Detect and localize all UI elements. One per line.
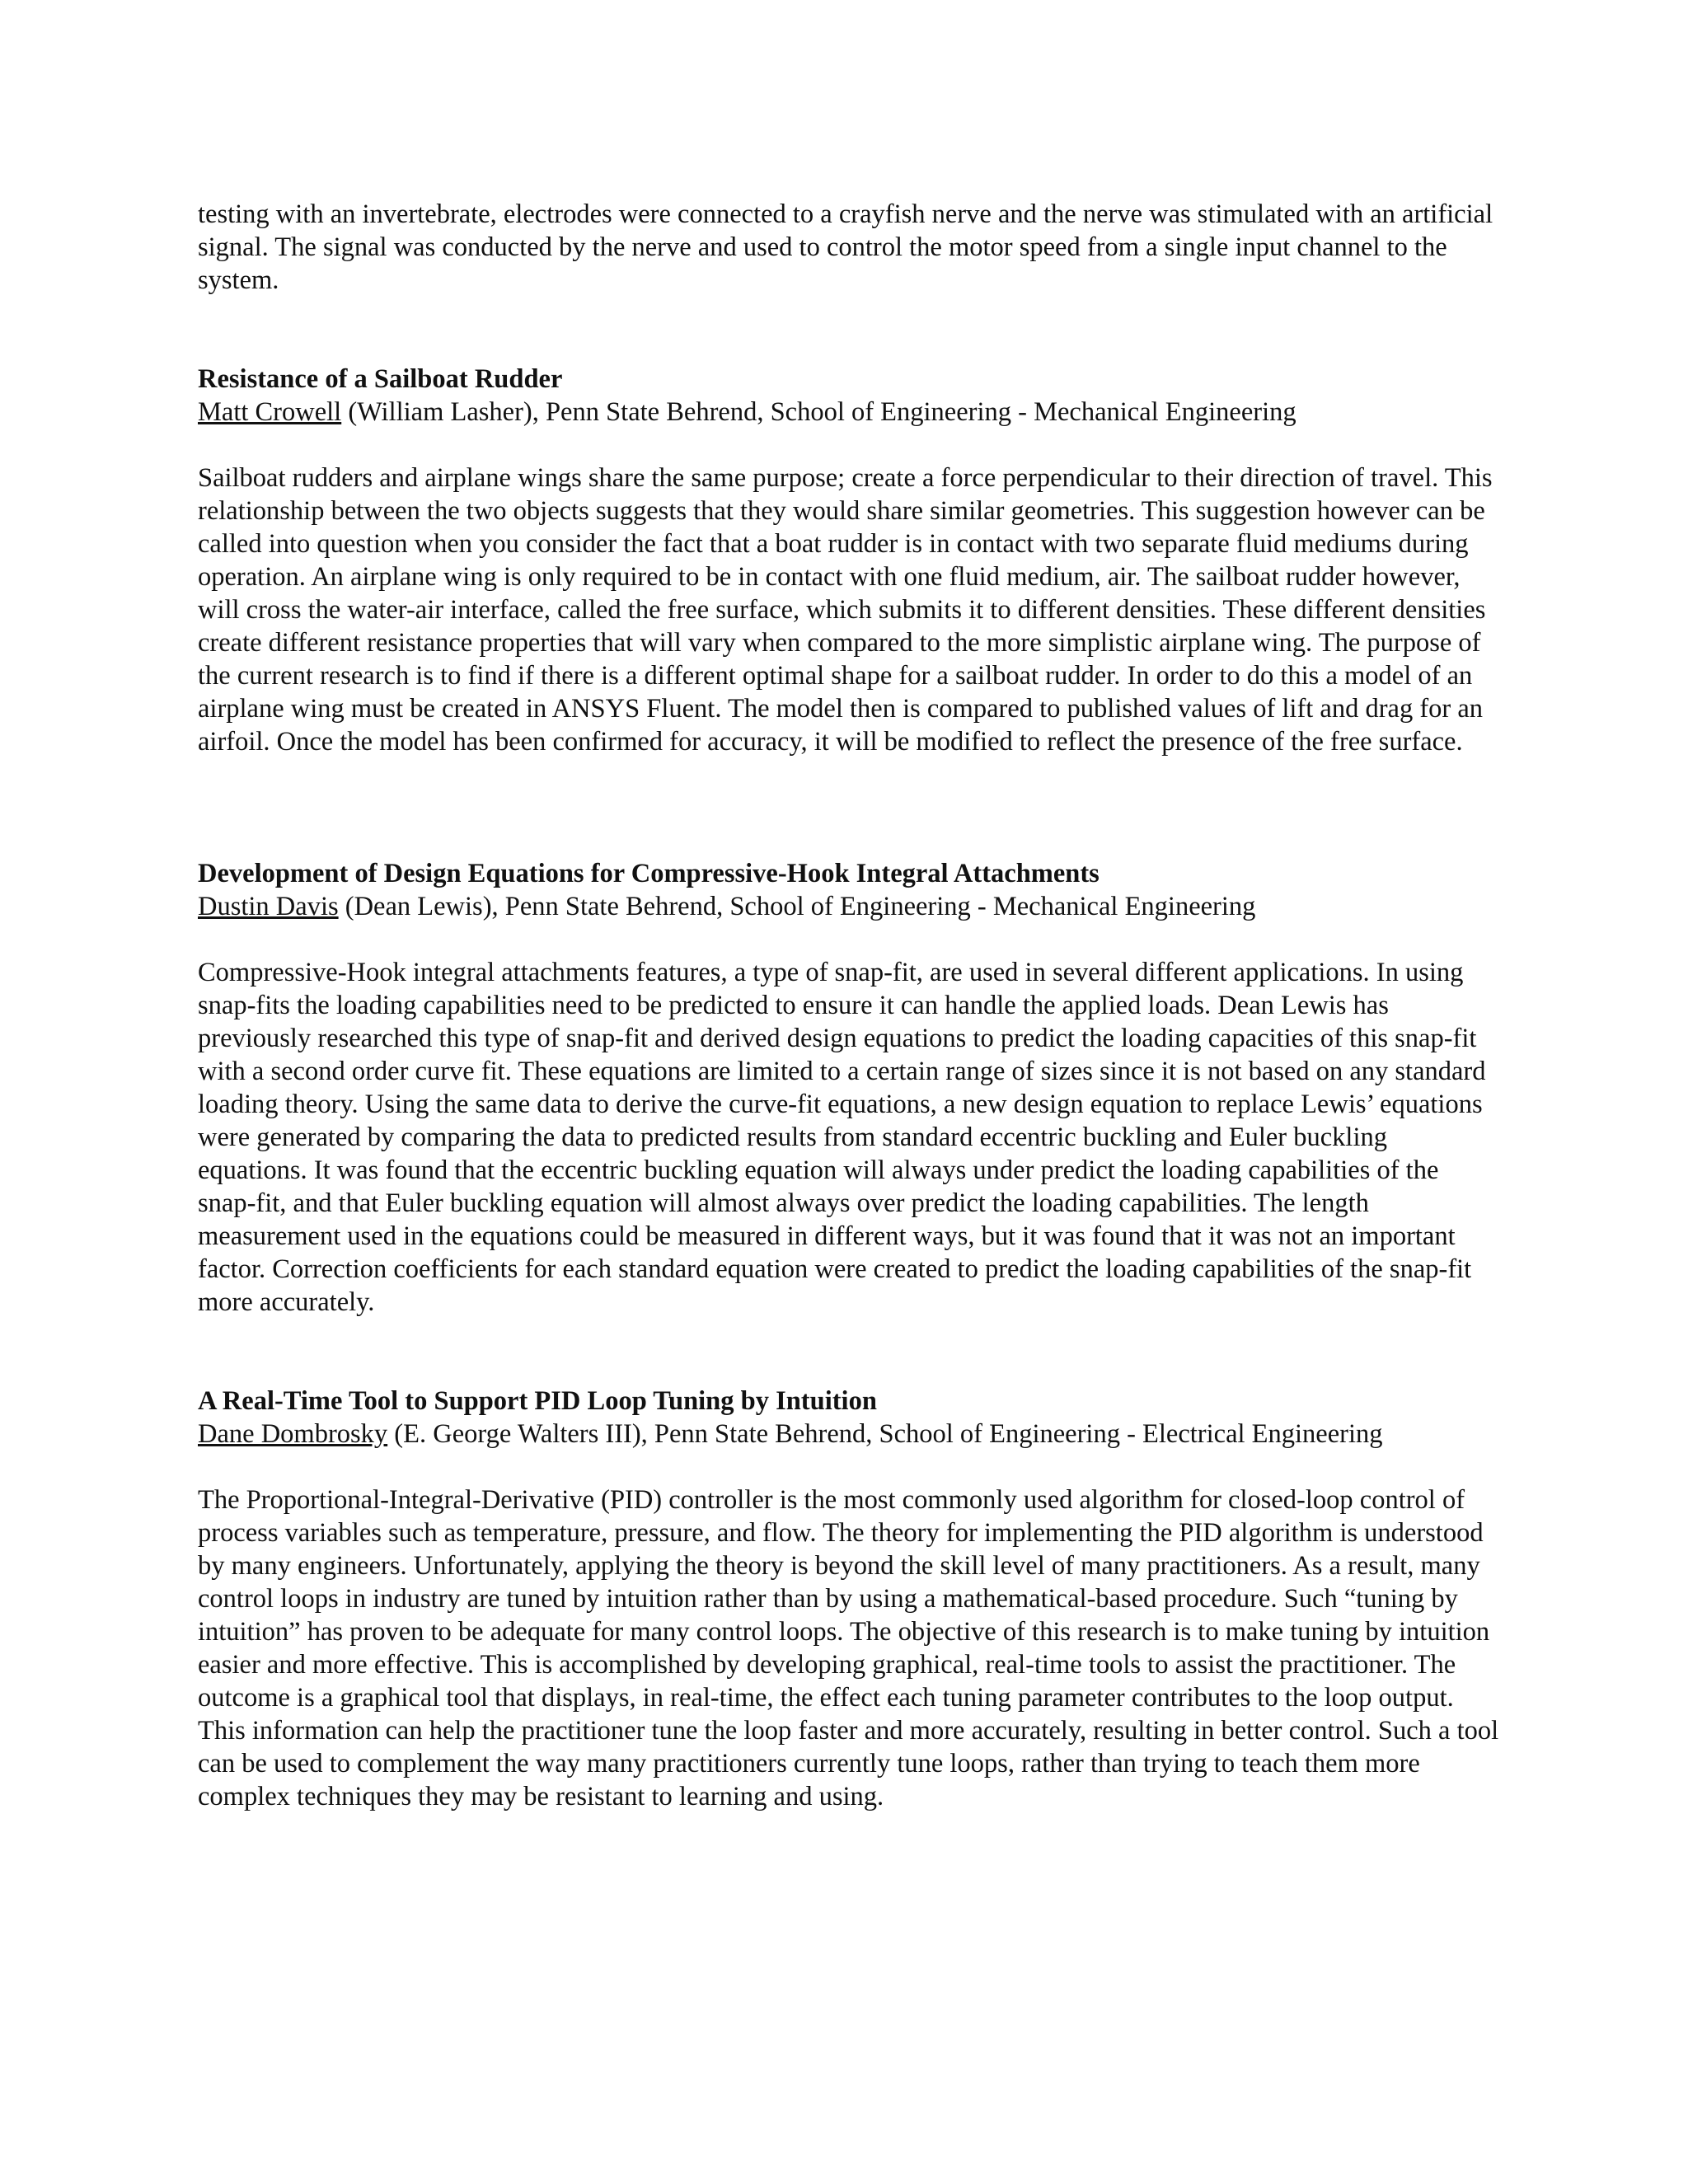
abstract-body: The Proportional-Integral-Derivative (PID) controller is the most commonly used algorithm for closed-loop control of process variables such as temperature, pressure, and flow. The theory for implementing the PID algorithm is understood by many engineers. Unfortunately, applying the theory is beyond the skill level of many practitioners. As a result, many control loops in industry are tuned by intuition rather than by using a mathematical-based procedure. Such “tuning by intuition” has proven to be adequate for many control loops. The objective of this research is to make tuning by intuition easier and more effective. This is accomplished by developing graphical, real-time tools to assist the practitioner. The outcome is a graphical tool that displays, in real-time, the effect each tuning parameter contributes to the loop output. This information can help the practitioner tune the loop faster and more accurately, resulting in better control. Such a tool can be used to complement the way many practitioners currently tune loops, rather than trying to teach them more complex techniques they may be resistant to learning and using. — [198, 1485, 1499, 1811]
abstract-title: Development of Design Equations for Compressive-Hook Integral Attachments — [198, 859, 1100, 888]
abstract-title: Resistance of a Sailboat Rudder — [198, 364, 563, 394]
abstract-title: A Real-Time Tool to Support PID Loop Tuning by Intuition — [198, 1386, 877, 1416]
presenter-name: Dane Dombrosky — [198, 1419, 388, 1449]
author-affiliation: (Dean Lewis), Penn State Behrend, School of Engineering - Mechanical Engineering — [338, 892, 1256, 921]
abstract-compressive-hook — [198, 857, 1500, 1319]
presenter-name: Matt Crowell — [198, 397, 342, 427]
author-affiliation: (William Lasher), Penn State Behrend, School of Engineering - Mechanical Engineering — [341, 397, 1296, 427]
abstract-sailboat-rudder — [198, 363, 1500, 758]
author-affiliation: (E. George Walters III), Penn State Behrend, School of Engineering - Electrical Engineering — [387, 1419, 1383, 1449]
intro-paragraph: testing with an invertebrate, electrodes were connected to a crayfish nerve and the nerve was stimulated with an artificial signal. The signal was conducted by the nerve and used to control the motor speed from a single input channel to the system. — [198, 199, 1493, 295]
abstract-body: Sailboat rudders and airplane wings share the same purpose; create a force perpendicular to their direction of travel. This relationship between the two objects suggests that they would share similar geometries. This suggestion however can be called into question when you consider the fact that a boat rudder is in contact with two separate fluid mediums during operation. An airplane wing is only required to be in contact with one fluid medium, air. The sailboat rudder however, will cross the water-air interface, called the free surface, which submits it to different densities. These different densities create different resistance properties that will vary when compared to the more simplistic airplane wing. The purpose of the current research is to find if there is a different optimal shape for a sailboat rudder. In order to do this a model of an airplane wing must be created in ANSYS Fluent. The model then is compared to published values of lift and drag for an airfoil. Once the model has been confirmed for accuracy, it will be modified to reflect the presence of the free surface. — [198, 463, 1493, 757]
abstract-authors — [198, 1418, 1500, 1451]
presenter-name: Dustin Davis — [198, 892, 339, 921]
abstract-authors — [198, 396, 1500, 429]
abstract-body: Compressive-Hook integral attachments features, a type of snap-fit, are used in several different applications. In using snap-fits the loading capabilities need to be predicted to ensure it can handle the applied loads. Dean Lewis has previously researched this type of snap-fit and derived design equations to predict the loading capacities of this snap-fit with a second order curve fit. These equations are limited to a certain range of sizes since it is not based on any standard loading theory. Using the same data to derive the curve-fit equations, a new design equation to replace Lewis’ equations were generated by comparing the data to predicted results from standard eccentric buckling and Euler buckling equations. It was found that the eccentric buckling equation will always under predict the loading capabilities of the snap-fit, and that Euler buckling equation will almost always over predict the loading capabilities. The length measurement used in the equations could be measured in different ways, but it was found that it was not an important factor. Correction coefficients for each standard equation were created to predict the loading capabilities of the snap-fit more accurately. — [198, 958, 1486, 1317]
abstract-authors — [198, 890, 1500, 923]
abstract-pid-loop-tuning — [198, 1385, 1500, 1813]
